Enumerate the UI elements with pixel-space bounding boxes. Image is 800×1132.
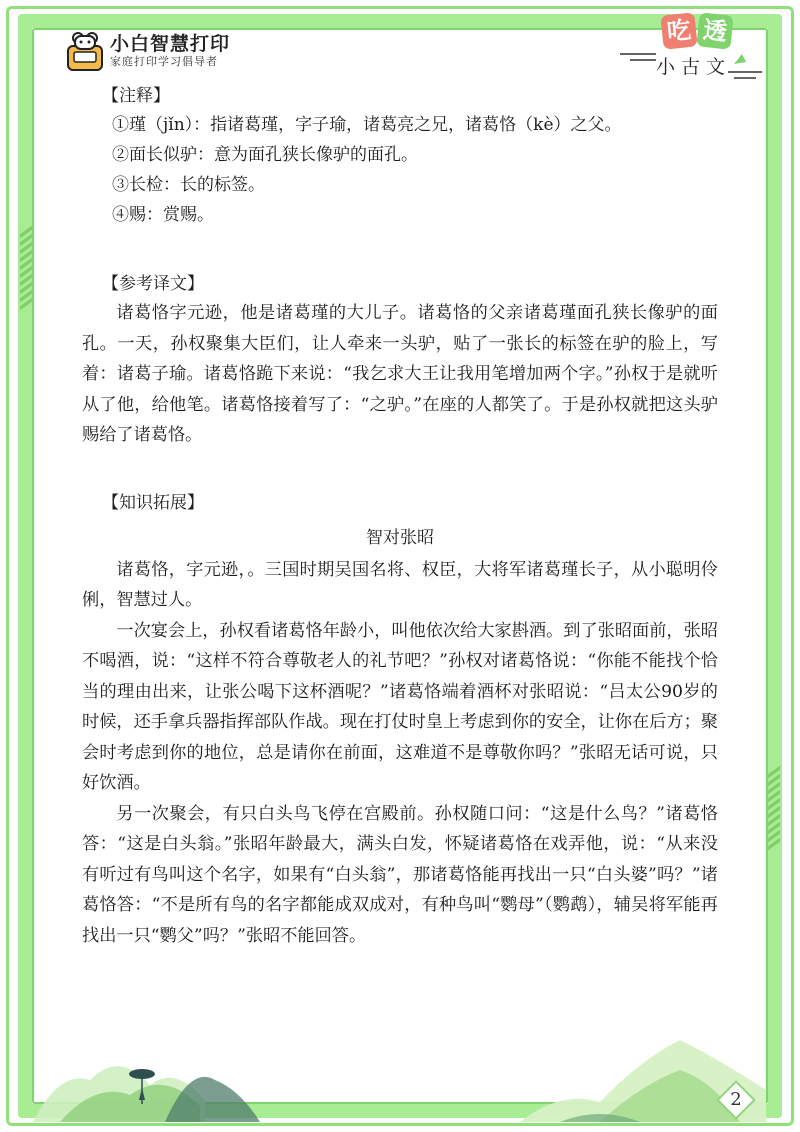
ink-landscape-decoration	[0, 1010, 800, 1132]
extension-heading: 【知识拓展】	[102, 492, 204, 513]
note-item: ④赐：赏赐。	[112, 205, 214, 225]
brand-subtitle: 小古文	[656, 56, 732, 78]
brand-logo	[66, 30, 230, 72]
series-brand	[616, 14, 766, 84]
frame-stripes-left	[19, 230, 33, 310]
note-item: ②面长似驴：意为面孔狭长像驴的面孔。	[112, 145, 418, 165]
logo-slogan: 家庭打印学习倡导者	[110, 55, 218, 68]
translation-heading: 【参考译文】	[102, 274, 204, 294]
logo-name: 小白智慧打印	[110, 33, 231, 55]
translation-text: 诸葛恪字元逊，他是诸葛瑾的大儿子。诸葛恪的父亲诸葛瑾面孔狭长像驴的面孔。一天，孙权聚集大臣们，让人牵来一头驴，贴了一张长的标签在驴的脸上，写着：诸葛子瑜。诸葛恪跪下来说：“我乞求大王让我用笔增加两个字。”孙权于是就听从了他，给他笔。诸葛恪接着写了：“之驴。”在座的人都笑了。于是孙权就把这头驴赐给了诸葛恪。	[82, 303, 718, 445]
story-paragraph: 一次宴会上，孙权看诸葛恪年龄小，叫他依次给大家斟酒。到了张昭面前，张昭不喝酒，说：“这样不符合尊敬老人的礼节吧？”孙权对诸葛恪说：“你能不能找个恰当的理由出来，让张公喝下这杯酒呢？”诸葛恪端着酒杯对张昭说：“吕太公90岁的时候，还手拿兵器指挥部队作战。现在打仗时皇上考虑到你的安全，让你在后方；聚会时考虑到你的地位，总是请你在前面，这难道不是尊敬你吗？”张昭无话可说，只好饮酒。	[82, 620, 718, 793]
document-body	[82, 82, 718, 951]
notes-heading: 【注释】	[102, 86, 170, 106]
note-item: ③长检：长的标签。	[112, 175, 265, 195]
story-paragraph: 另一次聚会，有只白头鸟飞停在宫殿前。孙权随口问：“这是什么鸟？”诸葛恪答：“这是白头翁。”张昭年龄最大，满头白发，怀疑诸葛恪在戏弄他，说：“从来没有听过有鸟叫这个名字，如果有“白头翁”，那诸葛恪能再找出一只“白头婆”吗？”诸葛恪答：“不是所有鸟的名字都能成双成对，有种鸟叫“鹦母”（鹦鹉），辅吴将军能再找出一只“鹦父”吗？”张昭不能回答。	[82, 803, 718, 946]
brand-char-tou: 透	[696, 12, 733, 49]
page-number: 2	[730, 1089, 742, 1110]
note-item: ①瑾（jǐn）：指诸葛瑾，字子瑜，诸葛亮之兄，诸葛恪（kè）之父。	[112, 115, 622, 135]
story-title: 智对张昭	[366, 527, 434, 548]
story-paragraph: 诸葛恪，字元逊，。三国时期吴国名将、权臣，大将军诸葛瑾长子，从小聪明伶俐，智慧过人。	[82, 559, 718, 610]
frame-stripes-right	[767, 770, 781, 850]
brand-char-chi: 吃	[660, 12, 697, 49]
printer-mascot-icon	[66, 30, 104, 72]
